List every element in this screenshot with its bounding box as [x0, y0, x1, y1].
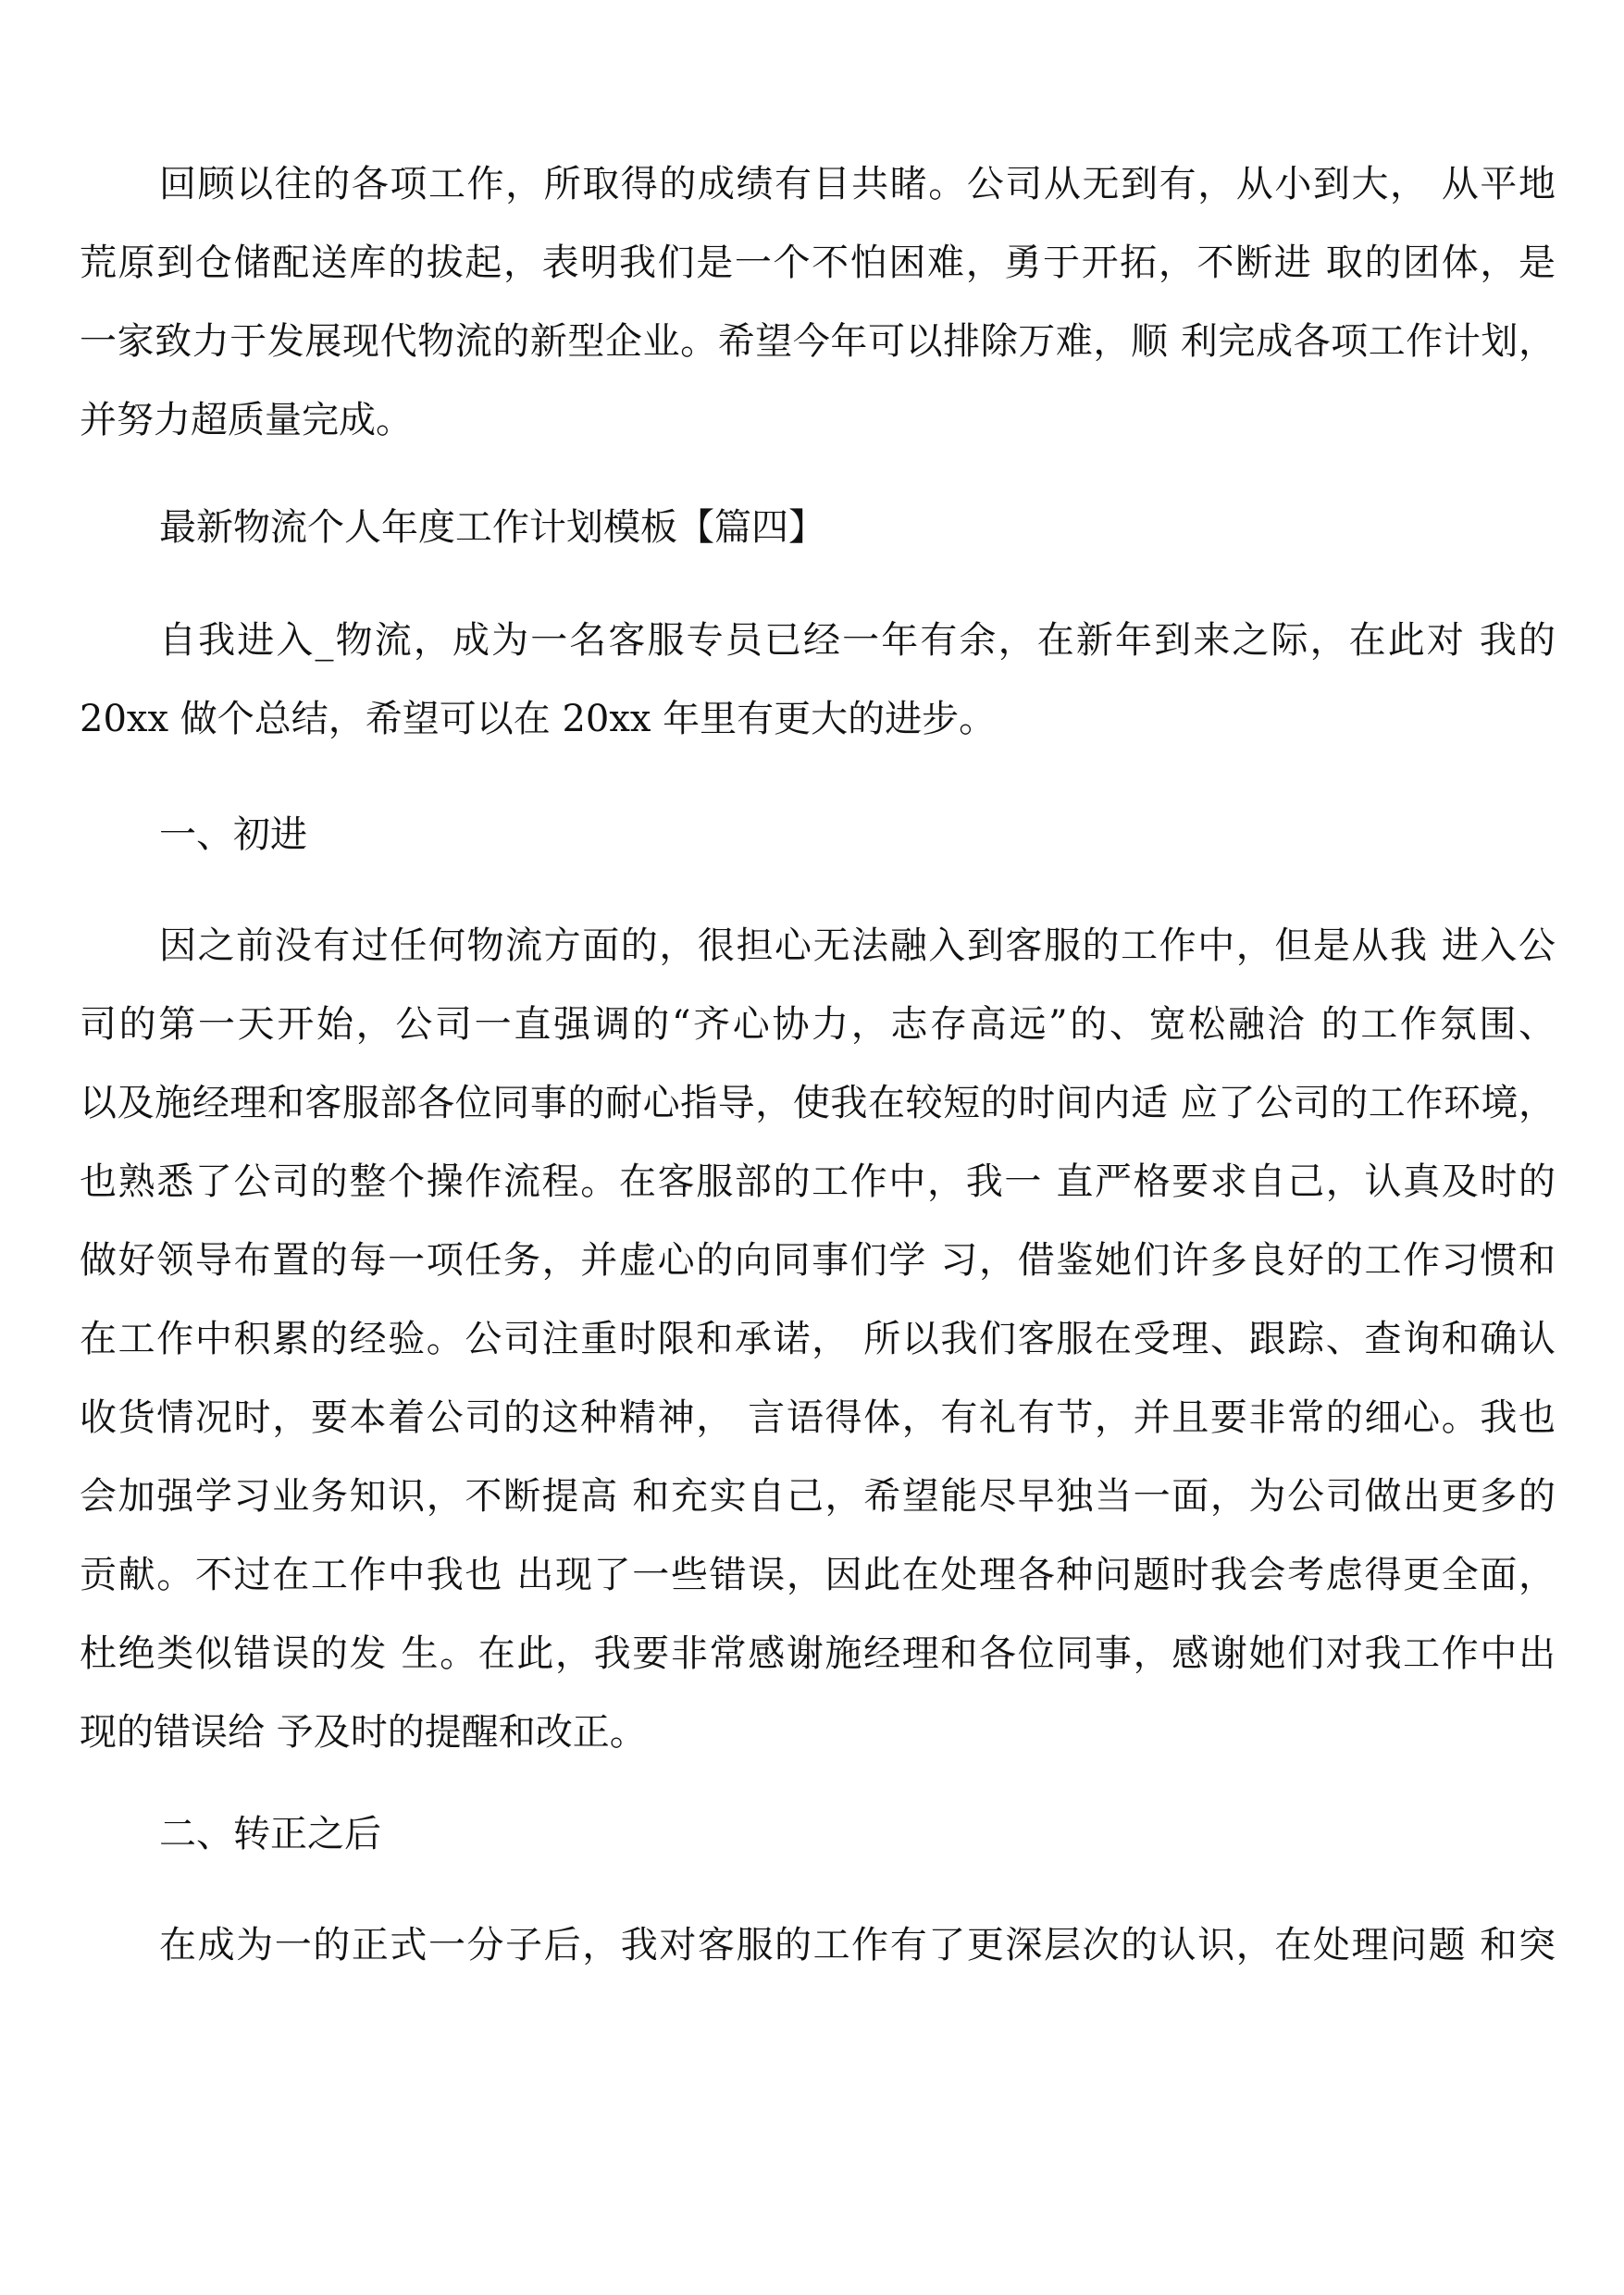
- section-title-block: [80, 489, 1556, 567]
- paragraph-line: 因之前没有过任何物流方面的，很担心无法融入到客服的工作中，但是从我 进入公: [159, 924, 1556, 967]
- intro-paragraph: [80, 145, 1556, 460]
- body-paragraph-1: [80, 907, 1556, 1772]
- paragraph-line: 荒原到仓储配送库的拔起，表明我们是一个不怕困难，勇于开拓，不断进 取的团体，是: [80, 242, 1556, 284]
- heading-1-block: [80, 796, 1556, 875]
- paragraph-line: 收货情况时，要本着公司的这种精神， 言语得体，有礼有节，并且要非常的细心。我也: [80, 1396, 1556, 1439]
- opening-paragraph: [80, 602, 1556, 759]
- section-heading: 一、初进: [159, 813, 307, 856]
- paragraph-line: 自我进入_物流，成为一名客服专员已经一年有余，在新年到来之际，在此对 我的: [159, 619, 1556, 662]
- paragraph-line: 司的第一天开始，公司一直强调的“齐心协力，志存高远”的、宽松融洽 的工作氛围、: [80, 1003, 1556, 1046]
- section-title: 最新物流个人年度工作计划模板【篇四】: [159, 506, 825, 549]
- section-heading: 二、转正之后: [159, 1813, 381, 1855]
- paragraph-line: 一家致力于发展现代物流的新型企业。希望今年可以排除万难，顺 利完成各项工作计划，: [80, 320, 1556, 363]
- paragraph-line: 以及施经理和客服部各位同事的耐心指导，使我在较短的时间内适 应了公司的工作环境，: [80, 1082, 1556, 1124]
- body-paragraph-2: [80, 1906, 1556, 1985]
- paragraph-line: 做好领导布置的每一项任务，并虚心的向同事们学 习，借鉴她们许多良好的工作习惯和: [80, 1239, 1556, 1282]
- paragraph-line: 在工作中积累的经验。公司注重时限和承诺， 所以我们客服在受理、跟踪、查询和确认: [80, 1318, 1556, 1360]
- paragraph-line: 20xx 做个总结，希望可以在 20xx 年里有更大的进步。: [80, 698, 997, 740]
- paragraph-line: 贡献。不过在工作中我也 出现了一些错误，因此在处理各种问题时我会考虑得更全面，: [80, 1554, 1556, 1596]
- paragraph-line: 现的错误给 予及时的提醒和改正。: [80, 1711, 647, 1754]
- heading-2-block: [80, 1795, 1556, 1874]
- paragraph-line: 也熟悉了公司的整个操作流程。在客服部的工作中，我一 直严格要求自己，认真及时的: [80, 1160, 1556, 1203]
- paragraph-line: 回顾以往的各项工作，所取得的成绩有目共睹。公司从无到有，从小到大， 从平地: [159, 163, 1556, 205]
- paragraph-line: 并努力超质量完成。: [80, 399, 413, 441]
- paragraph-line: 在成为一的正式一分子后，我对客服的工作有了更深层次的认识，在处理问题 和突: [159, 1924, 1556, 1966]
- paragraph-line: 杜绝类似错误的发 生。在此，我要非常感谢施经理和各位同事，感谢她们对我工作中出: [80, 1632, 1556, 1675]
- paragraph-line: 会加强学习业务知识，不断提高 和充实自己，希望能尽早独当一面，为公司做出更多的: [80, 1475, 1556, 1518]
